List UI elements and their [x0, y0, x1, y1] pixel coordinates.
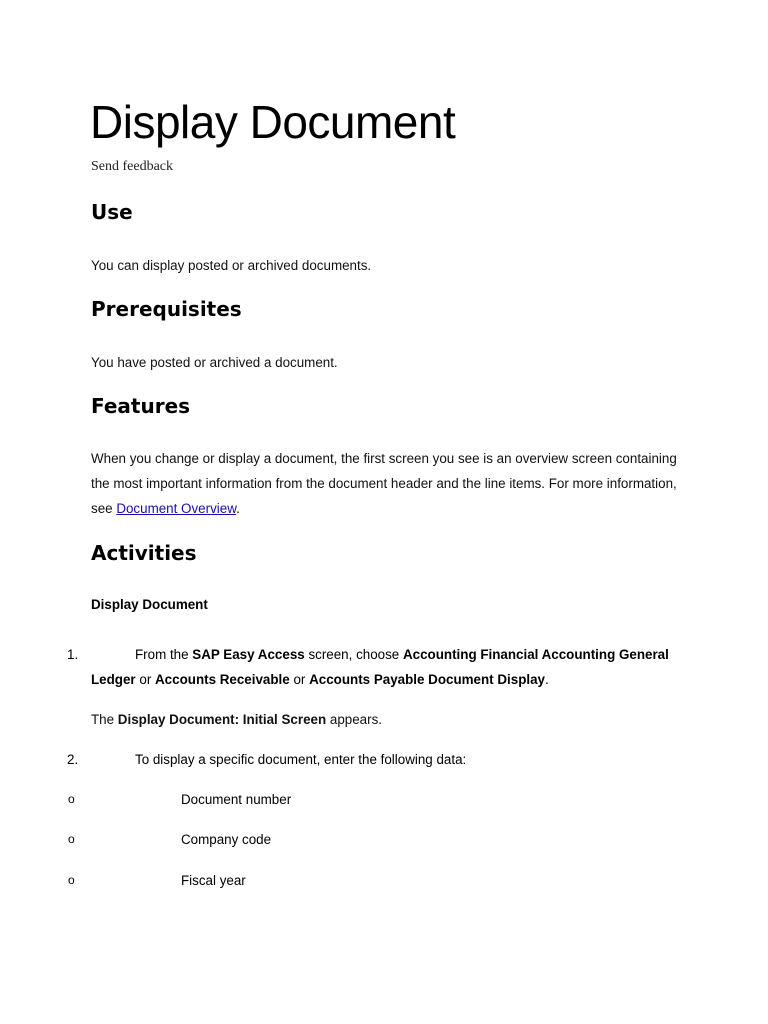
step-2-text: To display a specific document, enter the following data:: [135, 752, 467, 767]
features-text: [91, 446, 691, 521]
features-heading: Features: [91, 394, 191, 418]
prerequisites-text: You have posted or archived a document.: [91, 355, 338, 370]
bullet-icon: o: [68, 792, 75, 806]
display-document-subheading: Display Document: [91, 597, 208, 612]
use-text: You can display posted or archived documents.: [91, 258, 372, 273]
list-item-fiscal-year: Fiscal year: [181, 873, 246, 888]
step-1-t4: or: [289, 672, 310, 687]
step-1-t3: or: [135, 672, 156, 687]
step-1-t1: From the: [135, 647, 193, 662]
step-1-result-t2: appears.: [326, 712, 382, 727]
use-heading: Use: [91, 200, 133, 224]
list-item-company-code: Company code: [181, 832, 272, 847]
step-1-menu-path-general-ledger: Accounting Financial Accounting General Ledger: [91, 647, 669, 687]
step-1-text: [91, 642, 691, 692]
bullet-icon: o: [68, 873, 75, 887]
step-1-accounts-receivable: Accounts Receivable: [155, 672, 290, 687]
step-1-result-t1: The: [91, 712, 118, 727]
step-1-result: [91, 707, 691, 732]
features-text-before: When you change or display a document, the first screen you see is an overview screen containing the most important information from the document header and the line items. For more information, see: [91, 451, 677, 516]
step-1-sap-easy-access: SAP Easy Access: [192, 647, 305, 662]
page-title: Display Document: [90, 96, 456, 148]
step-2-number: 2.: [67, 752, 79, 767]
bullet-icon: o: [68, 832, 75, 846]
step-1-t5: .: [545, 672, 549, 687]
document-overview-link[interactable]: Document Overview: [116, 501, 237, 516]
list-item-document-number: Document number: [181, 792, 292, 807]
send-feedback-link[interactable]: Send feedback: [91, 159, 174, 174]
activities-heading: Activities: [91, 541, 197, 565]
step-1-number: 1.: [67, 647, 79, 662]
step-1-t2: screen, choose: [304, 647, 403, 662]
prerequisites-heading: Prerequisites: [91, 297, 242, 321]
initial-screen-name: Display Document: Initial Screen: [117, 712, 327, 727]
features-text-after: .: [236, 501, 240, 516]
step-1-menu-path-accounts-payable: Accounts Payable Document Display: [309, 672, 545, 687]
